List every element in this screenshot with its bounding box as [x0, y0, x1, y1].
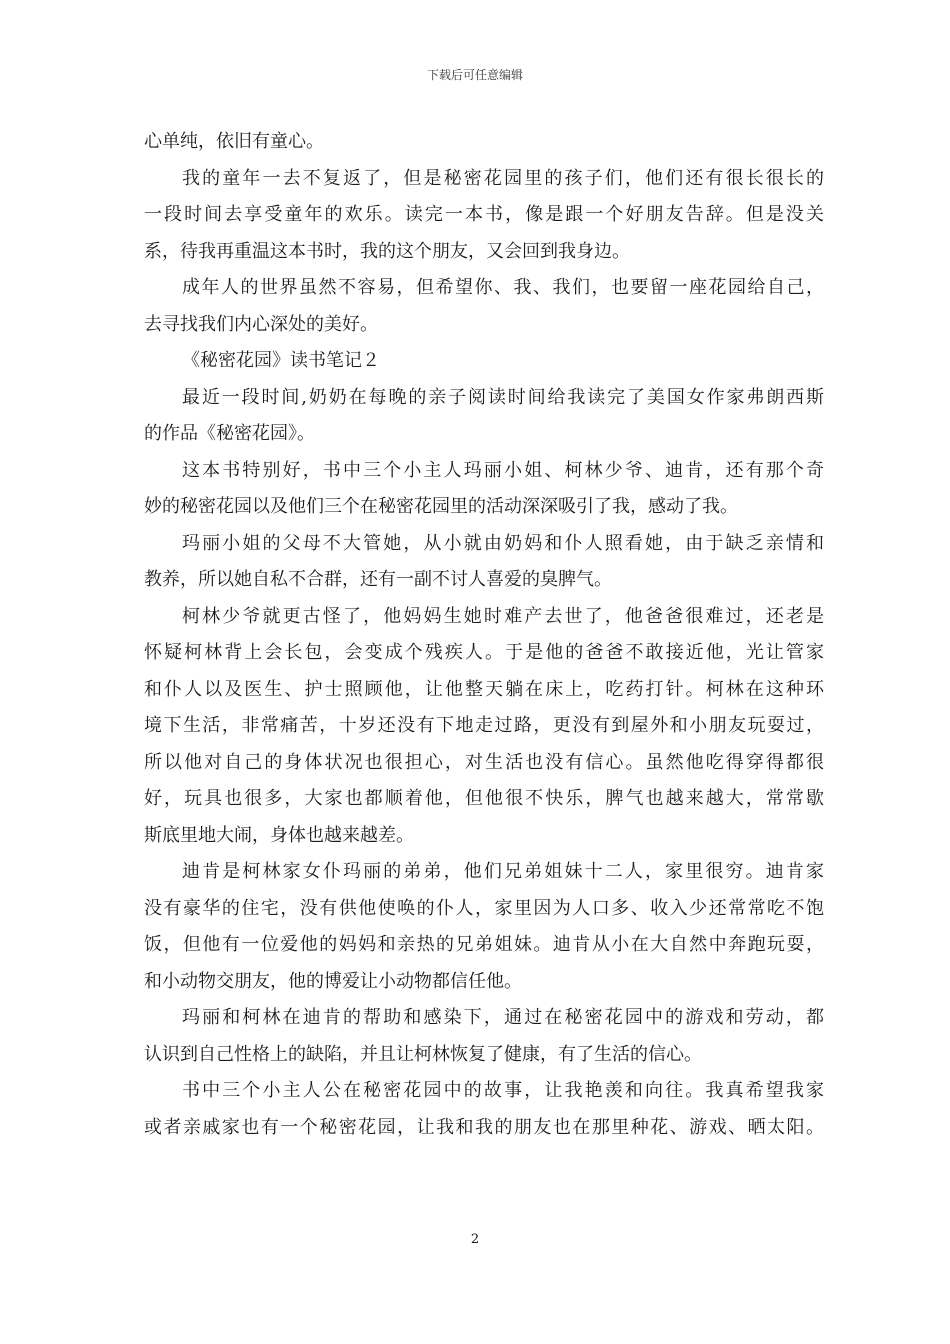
text-line: 所以他对自己的身体状况也很担心，对生活也没有信心。虽然他吃得穿得都很	[144, 751, 824, 773]
text-line: 一段时间去享受童年的欢乐。读完一本书，像是跟一个好朋友告辞。但是没关	[144, 204, 824, 225]
text-line: 心单纯，依旧有童心。	[144, 131, 324, 152]
text-line: 饭，但他有一位爱他的妈妈和亲热的兄弟姐妹。迪肯从小在大自然中奔跑玩耍，	[144, 934, 824, 955]
text-line: 斯底里地大闹，身体也越来越差。	[144, 824, 414, 846]
text-line: 或者亲戚家也有一个秘密花园，让我和我的朋友也在那里种花、游戏、晒太阳。	[144, 1116, 824, 1138]
text-line: 玛丽小姐的父母不大管她，从小就由奶妈和仆人照看她，由于缺乏亲情和	[182, 532, 824, 554]
text-line: 教养，所以她自私不合群，还有一副不讨人喜爱的臭脾气。	[144, 569, 612, 590]
text-line: 系，待我再重温这本书时，我的这个朋友，又会回到我身边。	[144, 240, 630, 262]
text-line: 没有豪华的住宅，没有供他使唤的仆人，家里因为人口多、收入少还常常吃不饱	[144, 897, 824, 919]
text-line: 认识到自己性格上的缺陷，并且让柯林恢复了健康，有了生活的信心。	[144, 1043, 702, 1065]
text-line: 迪肯是柯林家女仆玛丽的弟弟，他们兄弟姐妹十二人，家里很穷。迪肯家	[182, 861, 824, 882]
text-line: 最近一段时间,奶奶在每晚的亲子阅读时间给我读完了美国女作家弗朗西斯	[182, 386, 824, 408]
text-line: 《秘密花园》读书笔记２	[182, 350, 380, 371]
text-line: 怀疑柯林背上会长包，会变成个残疾人。于是他的爸爸不敢接近他，光让管家	[144, 642, 824, 663]
text-line: 这本书特别好，书中三个小主人玛丽小姐、柯林少爷、迪肯，还有那个奇	[182, 459, 824, 481]
document-body	[144, 124, 824, 1146]
text-line: 书中三个小主人公在秘密花园中的故事，让我艳羡和向往。我真希望我家	[182, 1080, 824, 1101]
text-line: 妙的秘密花园以及他们三个在秘密花园里的活动深深吸引了我，感动了我。	[144, 496, 738, 517]
text-line: 去寻找我们内心深处的美好。	[144, 313, 378, 335]
page-header: 下载后可任意编辑	[426, 68, 523, 82]
text-line: 和小动物交朋友，他的博爱让小动物都信任他。	[144, 970, 522, 992]
text-line: 的作品《秘密花园》。	[144, 423, 315, 444]
text-line: 和仆人以及医生、护士照顾他，让他整天躺在床上，吃药打针。柯林在这种环	[144, 678, 824, 700]
text-line: 玛丽和柯林在迪肯的帮助和感染下，通过在秘密花园中的游戏和劳动，都	[182, 1007, 824, 1028]
page-number: 2	[470, 1232, 480, 1247]
text-line: 柯林少爷就更古怪了，他妈妈生她时难产去世了，他爸爸很难过，还老是	[182, 605, 824, 627]
text-line: 我的童年一去不复返了，但是秘密花园里的孩子们，他们还有很长很长的	[182, 167, 824, 189]
text-line: 成年人的世界虽然不容易，但希望你、我、我们，也要留一座花园给自己，	[182, 277, 824, 298]
text-line: 境下生活，非常痛苦，十岁还没有下地走过路，更没有到屋外和小朋友玩耍过，	[144, 715, 824, 736]
text-line: 好，玩具也很多，大家也都顺着他，但他很不快乐，脾气也越来越大，常常歇	[144, 788, 824, 809]
